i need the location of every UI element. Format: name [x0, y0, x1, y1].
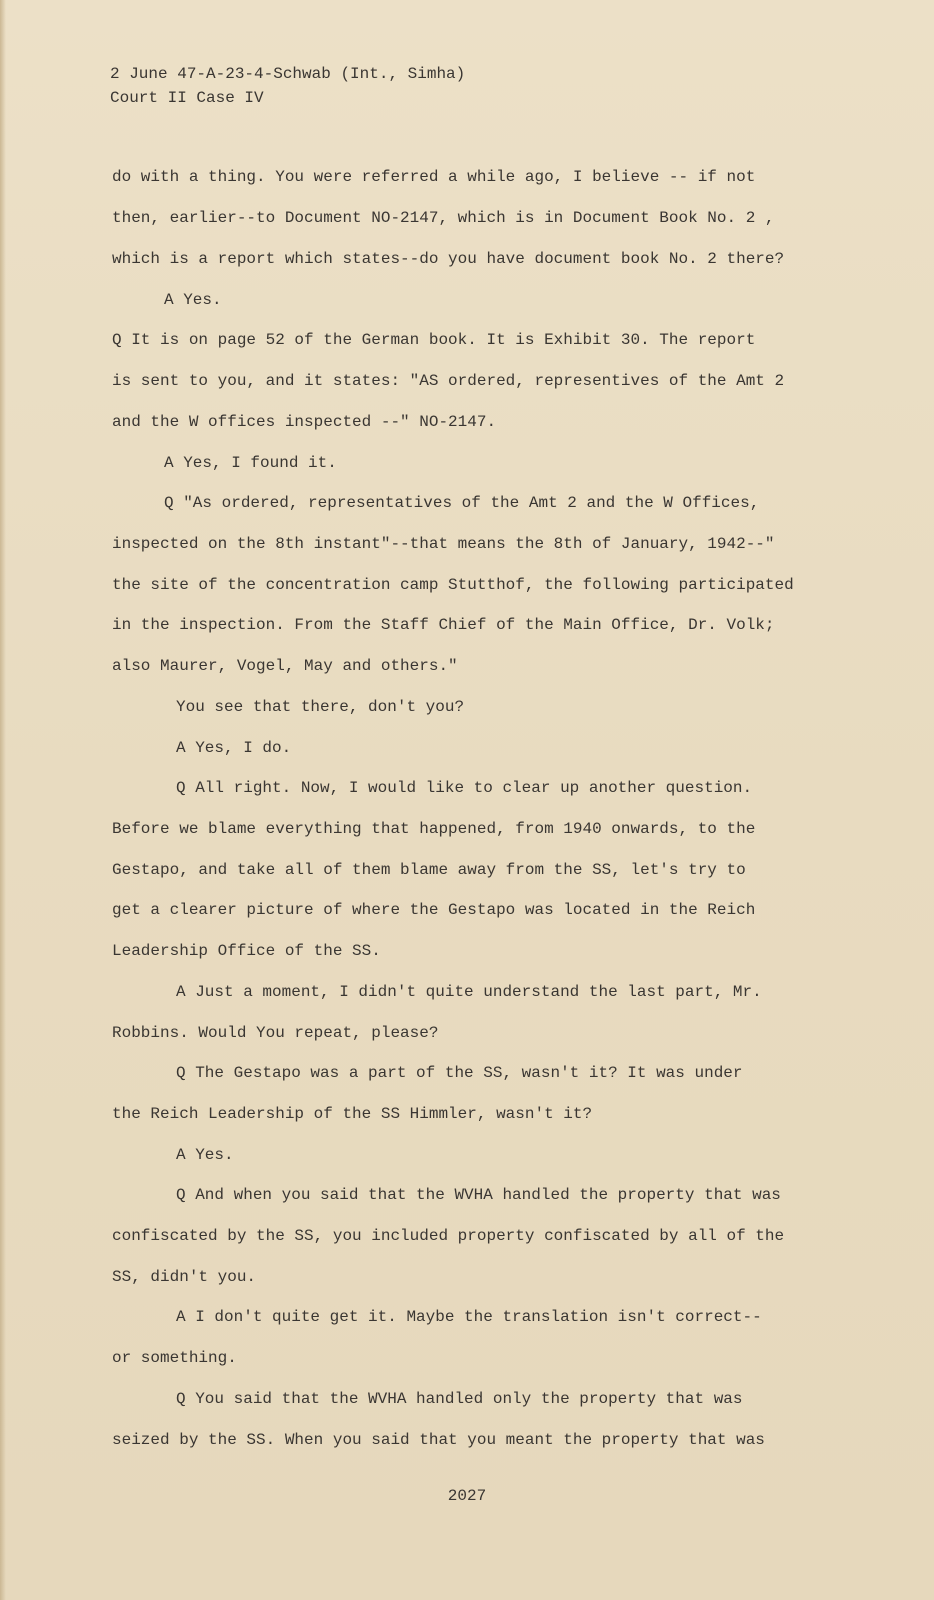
- text-line: confiscated by the SS, you included property confiscated by all of the: [112, 1227, 785, 1245]
- text-line: Gestapo, and take all of them blame away from the SS, let's try to: [112, 861, 746, 879]
- text-line: Robbins. Would You repeat, please?: [112, 1024, 439, 1042]
- text-line: the site of the concentration camp Stutthof, the following participated: [112, 576, 794, 594]
- text-line: A Yes.: [164, 291, 222, 309]
- text-line: Before we blame everything that happened, from 1940 onwards, to the: [112, 820, 756, 838]
- header-line-2: Court II Case IV: [110, 89, 264, 107]
- text-line: Q All right. Now, I would like to clear up another question.: [176, 779, 753, 797]
- text-line: in the inspection. From the Staff Chief of the Main Office, Dr. Volk;: [112, 616, 775, 634]
- text-line: get a clearer picture of where the Gestapo was located in the Reich: [112, 901, 756, 919]
- text-line: A Just a moment, I didn't quite understand the last part, Mr.: [176, 983, 762, 1001]
- text-line: A Yes, I do.: [176, 739, 292, 757]
- text-line: SS, didn't you.: [112, 1268, 257, 1286]
- text-line: do with a thing. You were referred a while ago, I believe -- if not: [112, 168, 756, 186]
- text-line: Q And when you said that the WVHA handled the property that was: [176, 1186, 781, 1204]
- text-line: Leadership Office of the SS.: [112, 942, 381, 960]
- text-line: seized by the SS. When you said that you meant the property that was: [112, 1431, 765, 1449]
- text-line: also Maurer, Vogel, May and others.": [112, 657, 458, 675]
- header-line-1: 2 June 47-A-23-4-Schwab (Int., Simha): [110, 65, 466, 83]
- text-line: then, earlier--to Document NO-2147, which is in Document Book No. 2 ,: [112, 209, 775, 227]
- text-line: and the W offices inspected --" NO-2147.: [112, 413, 497, 431]
- document-header: [110, 62, 465, 110]
- text-line: Q It is on page 52 of the German book. It is Exhibit 30. The report: [112, 331, 756, 349]
- text-line: or something.: [112, 1349, 237, 1367]
- text-line: is sent to you, and it states: "AS ordered, representives of the Amt 2: [112, 372, 785, 390]
- text-line: You see that there, don't you?: [176, 698, 465, 716]
- text-line: Q The Gestapo was a part of the SS, wasn't it? It was under: [176, 1064, 743, 1082]
- text-line: inspected on the 8th instant"--that means the 8th of January, 1942--": [112, 535, 775, 553]
- text-line: the Reich Leadership of the SS Himmler, wasn't it?: [112, 1105, 593, 1123]
- text-line: which is a report which states--do you have document book No. 2 there?: [112, 250, 785, 268]
- text-line: A Yes, I found it.: [164, 454, 337, 472]
- text-line: A Yes.: [176, 1146, 234, 1164]
- page-number: 2027: [447, 1487, 487, 1505]
- text-line: Q You said that the WVHA handled only the property that was: [176, 1390, 743, 1408]
- text-line: A I don't quite get it. Maybe the translation isn't correct--: [176, 1308, 762, 1326]
- text-line: Q "As ordered, representatives of the Amt 2 and the W Offices,: [164, 494, 760, 512]
